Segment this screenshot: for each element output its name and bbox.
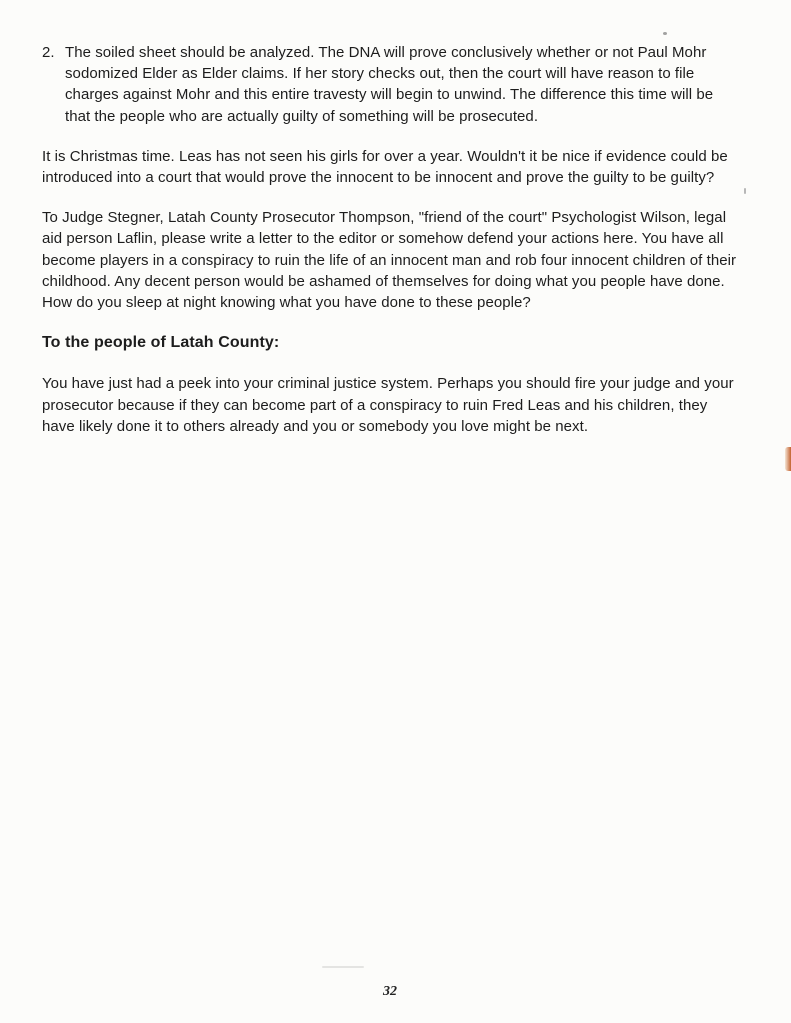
list-item-marker: 2. [42, 44, 55, 61]
scan-red-mark [785, 447, 791, 471]
page-number: 32 [383, 984, 397, 999]
page-footer [0, 982, 780, 1000]
paragraph-to-judge: To Judge Stegner, Latah County Prosecutor Thompson, "friend of the court" Psychologist Wilson, legal aid person Laflin, please write a letter to the editor or somehow defend your actions here. You have all become players in a conspiracy to ruin the life of an innocent man and rob four innocent children of their childhood. Any decent person would be ashamed of themselves for doing what you people have done. How do you sleep at night knowing what you have done to these people? [42, 209, 737, 312]
scan-smudge [322, 966, 364, 968]
list-item-text: The soiled sheet should be analyzed. The DNA will prove conclusively whether or not Paul Mohr sodomized Elder as Elder claims. If her story checks out, then the court will have reason to file charges against Mohr and this entire travesty will begin to unwind. The difference this time will be that the people who are actually guilty of something will be prosecuted. [65, 44, 714, 125]
numbered-list-item [42, 42, 742, 127]
letter-body [42, 42, 742, 456]
scan-speck [663, 32, 667, 35]
paragraph-peek: You have just had a peek into your criminal justice system. Perhaps you should fire your judge and your prosecutor because if they can become part of a conspiracy to ruin Fred Leas and his children, they have likely done it to others already and you or somebody you love might be next. [42, 375, 734, 435]
paragraph-christmas: It is Christmas time. Leas has not seen his girls for over a year. Wouldn't it be nice if evidence could be introduced into a court that would prove the innocent to be innocent and prove the guilty to be guilty? [42, 147, 728, 187]
section-heading: To the people of Latah County: [42, 334, 280, 352]
scan-speck [744, 188, 746, 194]
